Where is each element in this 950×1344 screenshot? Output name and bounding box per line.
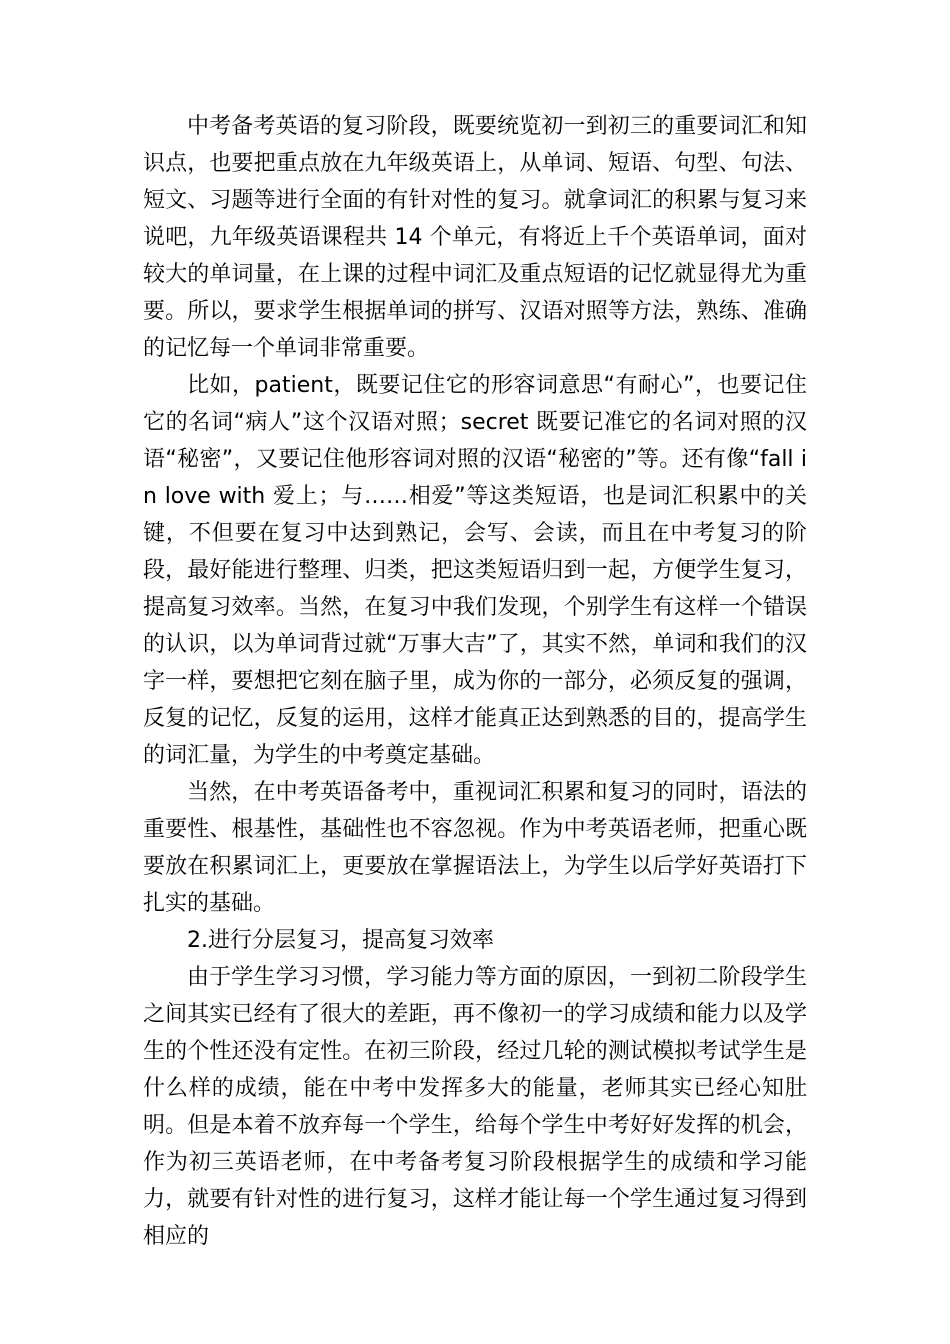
paragraph-vocabulary-review: 中考备考英语的复习阶段，既要统览初一到初三的重要词汇和知识点，也要把重点放在九年级英语上，从单词、短语、句型、句法、短文、习题等进行全面的有针对性的复习。就拿词汇的积累与复习来说吧，九年级英语课程共 14 个单元，有将近上千个英语单词，面对较大的单词量，在上课的过程中词汇及重点短语的记忆就显得尤为重要。所以，要求学生根据单词的拼写、汉语对照等方法，熟练、准确的记忆每一个单词非常重要。 (143, 114, 807, 361)
paragraph-grammar-importance: 当然，在中考英语备考中，重视词汇积累和复习的同时，语法的重要性、根基性，基础性也不容忽视。作为中考英语老师，把重心既要放在积累词汇上，更要放在掌握语法上，为学生以后学好英语打下扎实的基础。 (143, 780, 807, 916)
document-body (143, 108, 807, 1255)
paragraph-vocabulary-examples: 比如，patient，既要记住它的形容词意思“有耐心”，也要记住它的名词“病人”这个汉语对照；secret 既要记准它的名词对照的汉语“秘密”，又要记住他形容词对照的汉语“秘密的”等。还有像“fall in love with 爱上；与……相爱”等这类短语，也是词汇积累中的关键，不但要在复习中达到熟记，会写、会读，而且在中考复习的阶段，最好能进行整理、归类，把这类短语归到一起，方便学生复习，提高复习效率。当然，在复习中我们发现，个别学生有这样一个错误的认识，以为单词背过就“万事大吉”了，其实不然，单词和我们的汉字一样，要想把它刻在脑子里，成为你的一部分，必须反复的强调，反复的记忆，反复的运用，这样才能真正达到熟悉的目的，提高学生的词汇量，为学生的中考奠定基础。 (143, 373, 807, 768)
paragraph-layered-review: 由于学生学习习惯，学习能力等方面的原因，一到初二阶段学生之间其实已经有了很大的差距，再不像初一的学习成绩和能力以及学生的个性还没有定性。在初三阶段，经过几轮的测试模拟考试学生是什么样的成绩，能在中考中发挥多大的能量，老师其实已经心知肚明。但是本着不放弃每一个学生，给每个学生中考好好发挥的机会，作为初三英语老师，在中考备考复习阶段根据学生的成绩和学习能力，就要有针对性的进行复习，这样才能让每一个学生通过复习得到相应的 (143, 965, 807, 1249)
section-heading-layered-review: 2.进行分层复习，提高复习效率 (187, 928, 494, 953)
